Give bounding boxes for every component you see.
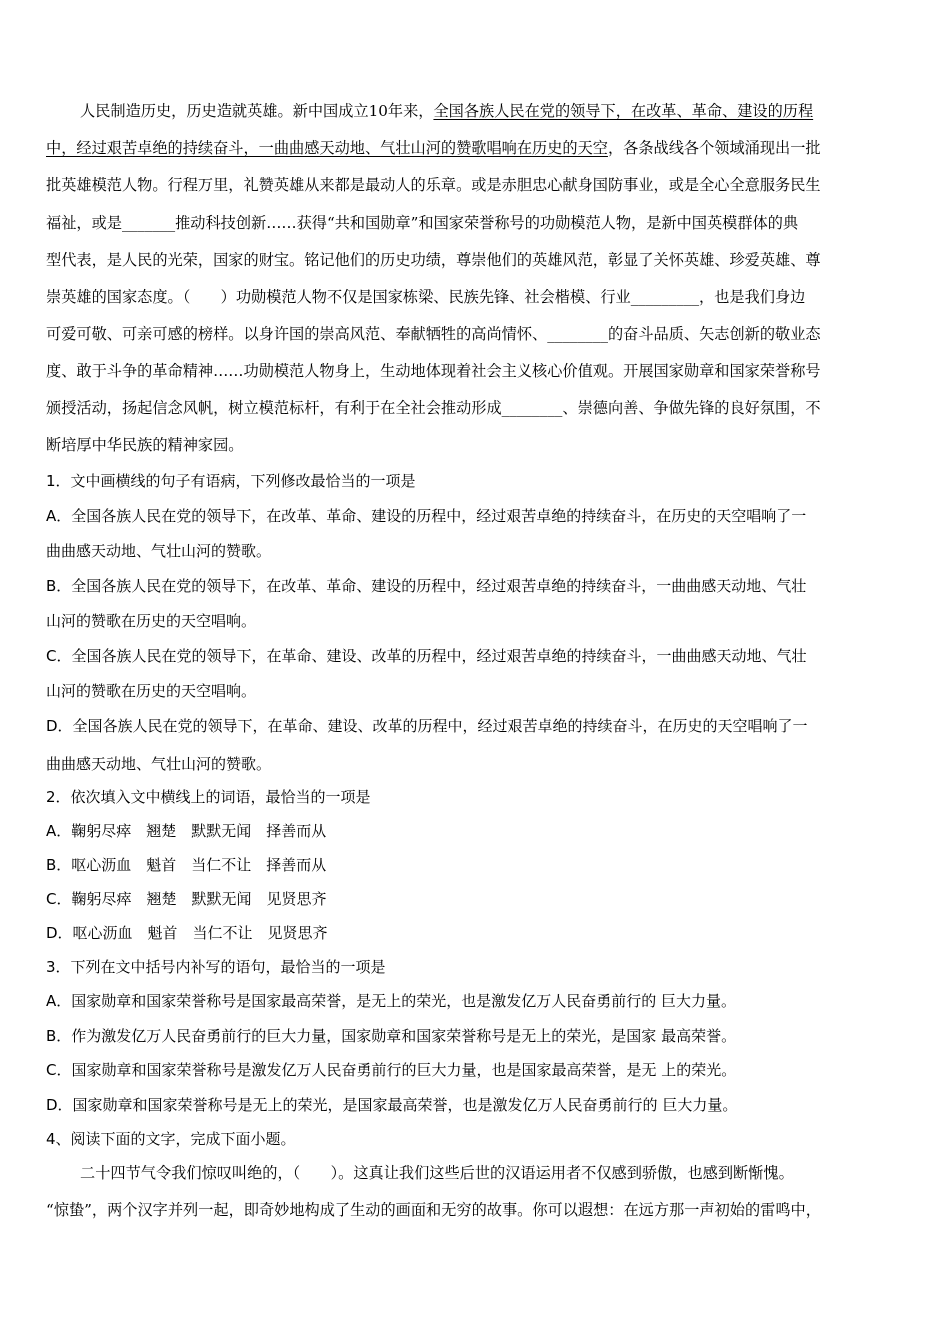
passage-text: ，各条战线各个领域涌现出一批 — [607, 139, 821, 157]
passage-line-6: 崇英雄的国家态度。（ ）功勋模范人物不仅是国家栋梁、民族先锋、社会楷模、行业_________，也是我们身边 — [46, 288, 806, 306]
passage-line-10: 断培厚中华民族的精神家园。 — [46, 436, 244, 454]
passage-line-3: 批英雄模范人物。行程万里，礼赞英雄从来都是最动人的乐章。或是赤胆忠心献身国防事业，或是全心全意服务民生 — [46, 176, 821, 194]
q1-option-b-line-1: B．全国各族人民在党的领导下，在改革、革命、建设的历程中，经过艰苦卓绝的持续奋斗，一曲曲感天动地、气壮 — [46, 577, 807, 595]
q1-option-d-line-1: D．全国各族人民在党的领导下，在革命、建设、改革的历程中，经过艰苦卓绝的持续奋斗，在历史的天空唱响了一 — [46, 717, 808, 735]
q3-option-d: D．国家勋章和国家荣誉称号是无上的荣光，是国家最高荣誉，也是激发亿万人民奋勇前行的 巨大力量。 — [46, 1096, 738, 1114]
q1-option-a-line-1: A．全国各族人民在党的领导下，在改革、革命、建设的历程中，经过艰苦卓绝的持续奋斗，在历史的天空唱响了一 — [46, 507, 807, 525]
q4-passage-line-2: “惊蛰”，两个汉字并列一起，即奇妙地构成了生动的画面和无穷的故事。你可以遐想：在远方那一声初始的雷鸣中， — [46, 1201, 821, 1219]
q4-passage-line-1: 二十四节气令我们惊叹叫绝的，（ ）。这真让我们这些后世的汉语运用者不仅感到骄傲，也感到断惭愧。 — [80, 1164, 794, 1182]
q1-option-a-line-2: 曲曲感天动地、气壮山河的赞歌。 — [46, 542, 272, 560]
passage-line-9: 颁授活动，扬起信念风帆，树立模范标杆，有利于在全社会推动形成________、崇德向善、争做先锋的良好氛围，不 — [46, 399, 821, 417]
q1-option-b-line-2: 山河的赞歌在历史的天空唱响。 — [46, 612, 257, 630]
passage-line-5: 型代表，是人民的光荣，国家的财宝。铭记他们的历史功绩，尊崇他们的英雄风范，彰显了关怀英雄、珍爱英雄、尊 — [46, 251, 821, 269]
underlined-sentence: 全国各族人民在党的领导下，在改革、革命、建设的历程 — [433, 102, 814, 120]
passage-line-4: 福祉，或是_______推动科技创新……获得“共和国勋章”和国家荣誉称号的功勋模范人物，是新中国英模群体的典 — [46, 214, 799, 232]
q2-option-c: C．鞠躬尽瘁 翘楚 默默无闻 见贤思齐 — [46, 890, 327, 908]
q2-option-d: D．呕心沥血 魁首 当仁不让 见贤思齐 — [46, 924, 328, 942]
underlined-sentence: 中，经过艰苦卓绝的持续奋斗，一曲曲感天动地、气壮山河的赞歌唱响在历史的天空 — [46, 139, 608, 157]
q3-option-b: B．作为激发亿万人民奋勇前行的巨大力量，国家勋章和国家荣誉称号是无上的荣光，是国家 最高荣誉。 — [46, 1027, 737, 1045]
q1-option-c-line-2: 山河的赞歌在历史的天空唱响。 — [46, 682, 257, 700]
question-3-stem: 3．下列在文中括号内补写的语句，最恰当的一项是 — [46, 958, 386, 976]
passage-line-2 — [46, 137, 821, 159]
q2-option-a: A．鞠躬尽瘁 翘楚 默默无闻 择善而从 — [46, 822, 327, 840]
question-1-stem: 1．文中画横线的句子有语病，下列修改最恰当的一项是 — [46, 472, 416, 490]
q2-option-b: B．呕心沥血 魁首 当仁不让 择善而从 — [46, 856, 327, 874]
question-4-stem: 4、阅读下面的文字，完成下面小题。 — [46, 1130, 296, 1148]
q1-option-d-line-2: 曲曲感天动地、气壮山河的赞歌。 — [46, 755, 272, 773]
q3-option-a: A．国家勋章和国家荣誉称号是国家最高荣誉，是无上的荣光，也是激发亿万人民奋勇前行的 巨大力量。 — [46, 992, 737, 1010]
passage-line-8: 度、敢于斗争的革命精神……功勋模范人物身上，生动地体现着社会主义核心价值观。开展国家勋章和国家荣誉称号 — [46, 362, 821, 380]
q3-option-c: C．国家勋章和国家荣誉称号是激发亿万人民奋勇前行的巨大力量，也是国家最高荣誉，是无 上的荣光。 — [46, 1061, 737, 1079]
q1-option-c-line-1: C．全国各族人民在党的领导下，在革命、建设、改革的历程中，经过艰苦卓绝的持续奋斗，一曲曲感天动地、气壮 — [46, 647, 807, 665]
passage-text: 人民制造历史，历史造就英雄。新中国成立10年来， — [80, 102, 434, 120]
question-2-stem: 2．依次填入文中横线上的词语，最恰当的一项是 — [46, 788, 371, 806]
passage-line-1 — [80, 100, 813, 122]
passage-line-7: 可爱可敬、可亲可感的榜样。以身许国的崇高风范、奉献牺牲的高尚情怀、________的奋斗品质、矢志创新的敬业态 — [46, 325, 821, 343]
